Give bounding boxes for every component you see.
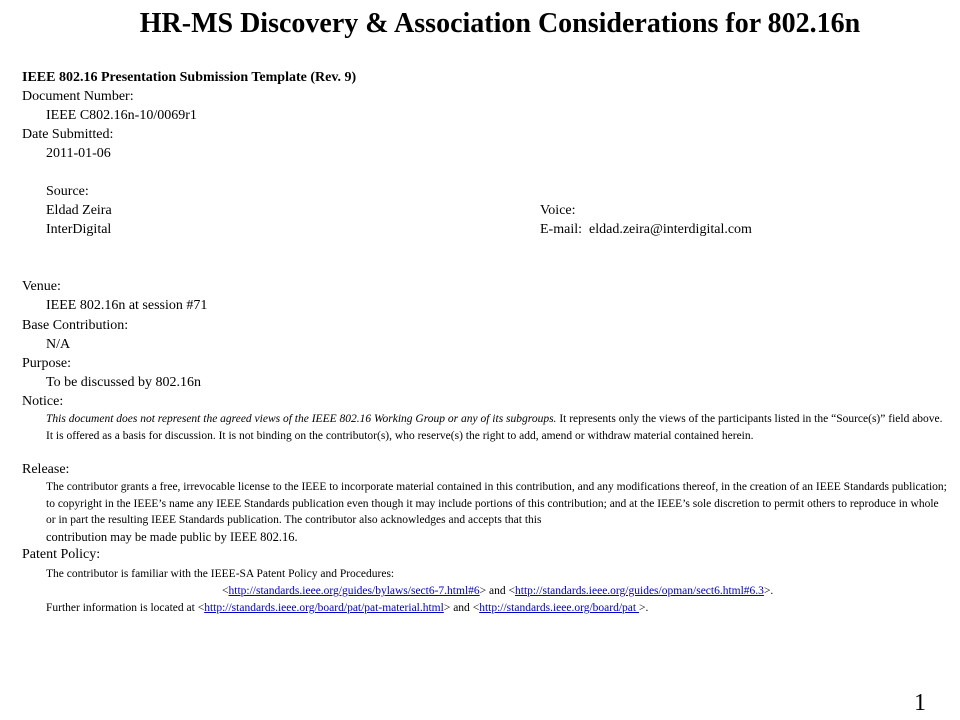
notice-rest: It represents only the views of the participants listed in the “Source(s)” field above. It is offered as a basis for discussion. It is not binding on the contributor(s), who reserve(s) the right to add, amend or withdraw material contained herein. [46,413,943,442]
pat-material-link[interactable]: http://standards.ieee.org/board/pat/pat-material.html [204,602,444,614]
base-contribution-label: Base Contribution: [22,318,129,333]
source-label: Source: [46,184,89,199]
lt-3: < [197,602,205,614]
and-2: and [450,602,473,614]
email-label: E-mail: [540,222,582,237]
and-1: and [486,585,509,597]
notice-text [46,411,951,444]
gt-3: > [443,602,451,614]
opman-link[interactable]: http://standards.ieee.org/guides/opman/sect6.html#6.3 [515,585,764,597]
purpose-value: To be discussed by 802.16n [46,375,201,390]
page-number: 1 [914,690,926,716]
notice-italic: This document does not represent the agreed views of the IEEE 802.16 Working Group or any of its subgroups. [46,413,557,425]
further-text: Further information is located at [46,602,198,614]
email-line [540,222,752,238]
doc-number: IEEE C802.16n-10/0069r1 [46,108,197,123]
patent-links-line [222,583,773,600]
base-contribution-value: N/A [46,337,71,352]
date-label: Date Submitted: [22,127,114,142]
doc-number-label: Document Number: [22,89,134,104]
bylaws-link[interactable]: http://standards.ieee.org/guides/bylaws/sect6-7.html#6 [228,585,480,597]
voice-label: Voice: [540,203,576,218]
purpose-label: Purpose: [22,356,71,371]
lt-2: < [508,585,516,597]
gt-4: >. [638,602,649,614]
patent-intro: The contributor is familiar with the IEEE-SA Patent Policy and Procedures: [46,568,395,580]
gt-1: > [479,585,487,597]
board-pat-link[interactable]: http://standards.ieee.org/board/pat [479,602,639,614]
release-text: The contributor grants a free, irrevocable license to the IEEE to incorporate material contained in this contribution, and any modifications thereof, in the creation of an IEEE Standards publication; to copyright in the IEEE’s name any IEEE Standards publication even though it may include portions of this contribution; and at the IEEE’s sole discretion to permit others to reproduce in whole or in part the resulting IEEE Standards publication. The contributor also acknowledges and accepts that this [46,481,947,526]
slide-title: HR-MS Discovery & Association Considerations for 802.16n [139,8,861,39]
organization: InterDigital [46,222,112,237]
notice-label: Notice: [22,394,64,409]
release-tail: contribution may be made public by IEEE 802.16. [46,530,298,544]
venue-value: IEEE 802.16n at session #71 [46,298,208,313]
email-address: eldad.zeira@interdigital.com [589,222,752,237]
venue-label: Venue: [22,279,61,294]
template-heading: IEEE 802.16 Presentation Submission Template (Rev. 9) [22,70,357,85]
lt-1: < [222,585,229,597]
date-value: 2011-01-06 [46,146,111,161]
further-info-line [46,600,648,617]
release-label: Release: [22,462,70,477]
patent-policy-label: Patent Policy: [22,547,101,562]
gt-2: >. [763,585,774,597]
author-name: Eldad Zeira [46,203,112,218]
lt-4: < [472,602,480,614]
